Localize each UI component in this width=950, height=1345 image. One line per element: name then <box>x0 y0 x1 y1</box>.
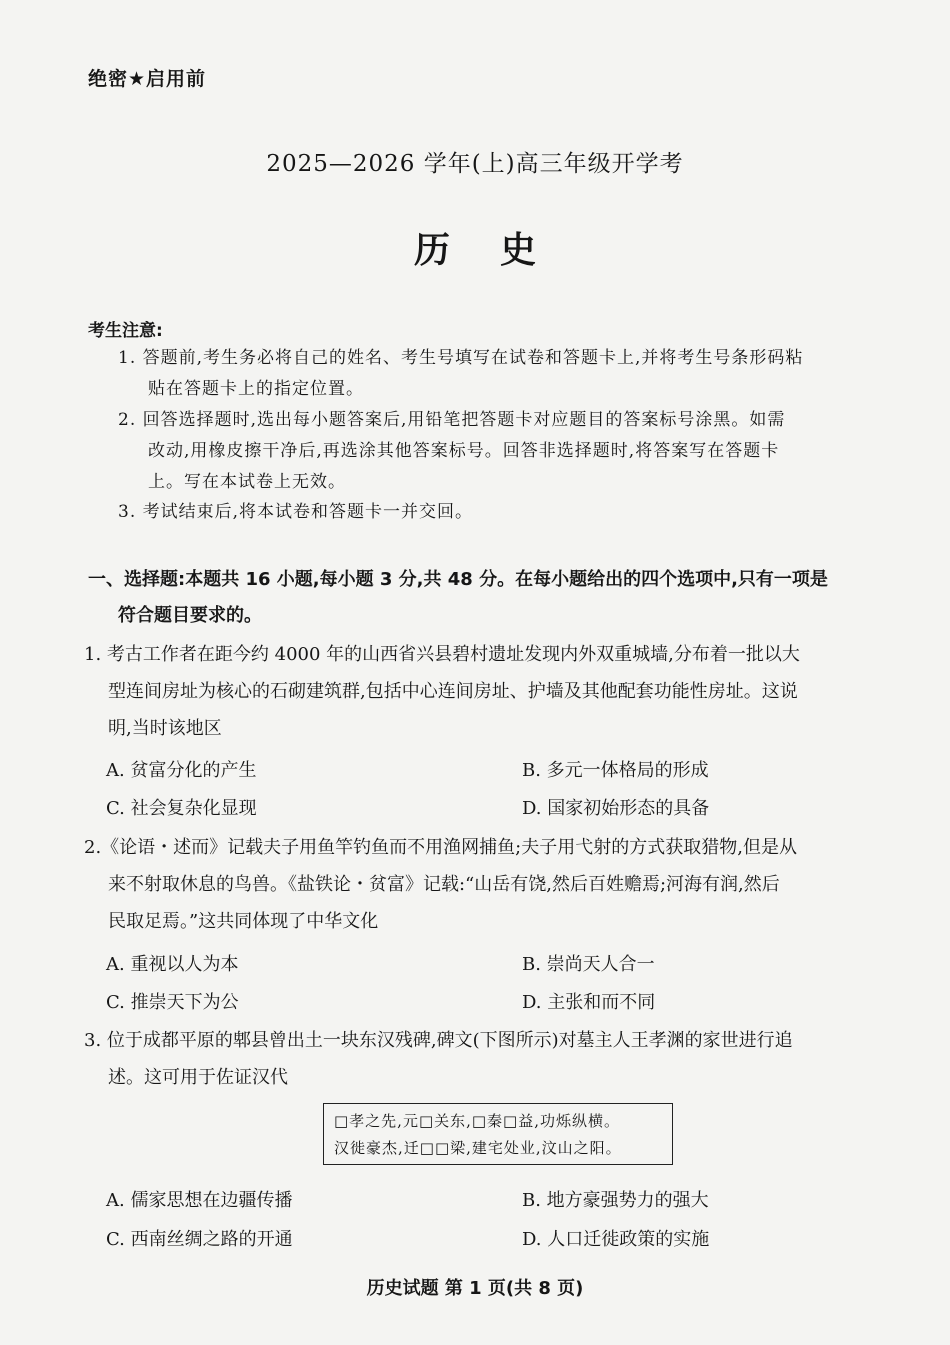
notice-item-3 <box>118 497 890 528</box>
question-3-stem <box>84 1022 890 1096</box>
question-1-option-a: A. 贫富分化的产生 <box>106 760 257 781</box>
section-heading-line1: 一、选择题:本题共 16 小题,每小题 3 分,共 48 分。在每小题给出的四个选项中,只有一项是 <box>88 569 828 590</box>
question-1-stem <box>84 636 890 747</box>
notice-item-2-line3: 上。写在本试卷上无效。 <box>148 472 346 492</box>
notice-item-1-line2: 贴在答题卡上的指定位置。 <box>148 379 364 399</box>
notice-item-1-line1: 1. 答题前,考生务必将自己的姓名、考生号填写在试卷和答题卡上,并将考生号条形码粘 <box>118 348 804 368</box>
notice-item-2-line1: 2. 回答选择题时,选出每小题答案后,用铅笔把答题卡对应题目的答案标号涂黑。如需 <box>118 410 786 430</box>
question-2-option-c: C. 推崇天下为公 <box>106 992 239 1013</box>
question-3-option-d: D. 人口迁徙政策的实施 <box>522 1229 710 1250</box>
question-1-option-d: D. 国家初始形态的具备 <box>522 798 710 819</box>
notice-item-2 <box>118 405 890 498</box>
question-2-option-a: A. 重视以人为本 <box>106 954 239 975</box>
stele-line-2: 汉徙豪杰,迁□□梁,建宅处业,汶山之阳。 <box>334 1139 622 1157</box>
question-1-line3: 明,当时该地区 <box>108 718 222 739</box>
stele-inscription-box <box>323 1103 673 1165</box>
secret-label: 绝密★启用前 <box>88 68 207 90</box>
notice-heading: 考生注意: <box>88 321 163 341</box>
notice-item-1 <box>118 343 890 405</box>
question-2-stem <box>84 829 890 940</box>
question-3-line2: 述。这可用于佐证汉代 <box>108 1067 288 1088</box>
question-1-option-c: C. 社会复杂化显现 <box>106 798 257 819</box>
notice-item-3-line1: 3. 考试结束后,将本试卷和答题卡一并交回。 <box>118 502 474 522</box>
question-1-line2: 型连间房址为核心的石砌建筑群,包括中心连间房址、护墙及其他配套功能性房址。这说 <box>108 681 798 702</box>
question-3-option-c: C. 西南丝绸之路的开通 <box>106 1229 293 1250</box>
question-3-option-b: B. 地方豪强势力的强大 <box>522 1190 709 1211</box>
page-footer: 历史试题 第 1 页(共 8 页) <box>366 1278 584 1299</box>
question-1-line1: 1. 考古工作者在距今约 4000 年的山西省兴县碧村遗址发现内外双重城墙,分布着一批以大 <box>84 644 800 665</box>
section-heading <box>88 562 888 634</box>
subject-title: 历史 <box>413 230 586 271</box>
question-1-option-b: B. 多元一体格局的形成 <box>522 760 709 781</box>
exam-title: 2025—2026 学年(上)高三年级开学考 <box>266 151 684 177</box>
question-2-option-d: D. 主张和而不同 <box>522 992 656 1013</box>
stele-line-1: □孝之先,元□关东,□秦□益,功烁纵横。 <box>334 1112 620 1130</box>
section-heading-line2: 符合题目要求的。 <box>118 605 262 626</box>
question-2-option-b: B. 崇尚天人合一 <box>522 954 655 975</box>
question-3-option-a: A. 儒家思想在边疆传播 <box>106 1190 293 1211</box>
question-2-line3: 民取足焉。”这共同体现了中华文化 <box>108 911 379 932</box>
notice-item-2-line2: 改动,用橡皮擦干净后,再选涂其他答案标号。回答非选择题时,将答案写在答题卡 <box>148 441 780 461</box>
question-3-line1: 3. 位于成都平原的郫县曾出土一块东汉残碑,碑文(下图所示)对墓主人王孝渊的家世进行追 <box>84 1030 793 1051</box>
question-2-line2: 来不射取休息的鸟兽。《盐铁论・贫富》记载:“山岳有饶,然后百姓赡焉;河海有润,然后 <box>108 874 780 895</box>
question-2-line1: 2.《论语・述而》记载夫子用鱼竿钓鱼而不用渔网捕鱼;夫子用弋射的方式获取猎物,但是从 <box>84 837 797 858</box>
